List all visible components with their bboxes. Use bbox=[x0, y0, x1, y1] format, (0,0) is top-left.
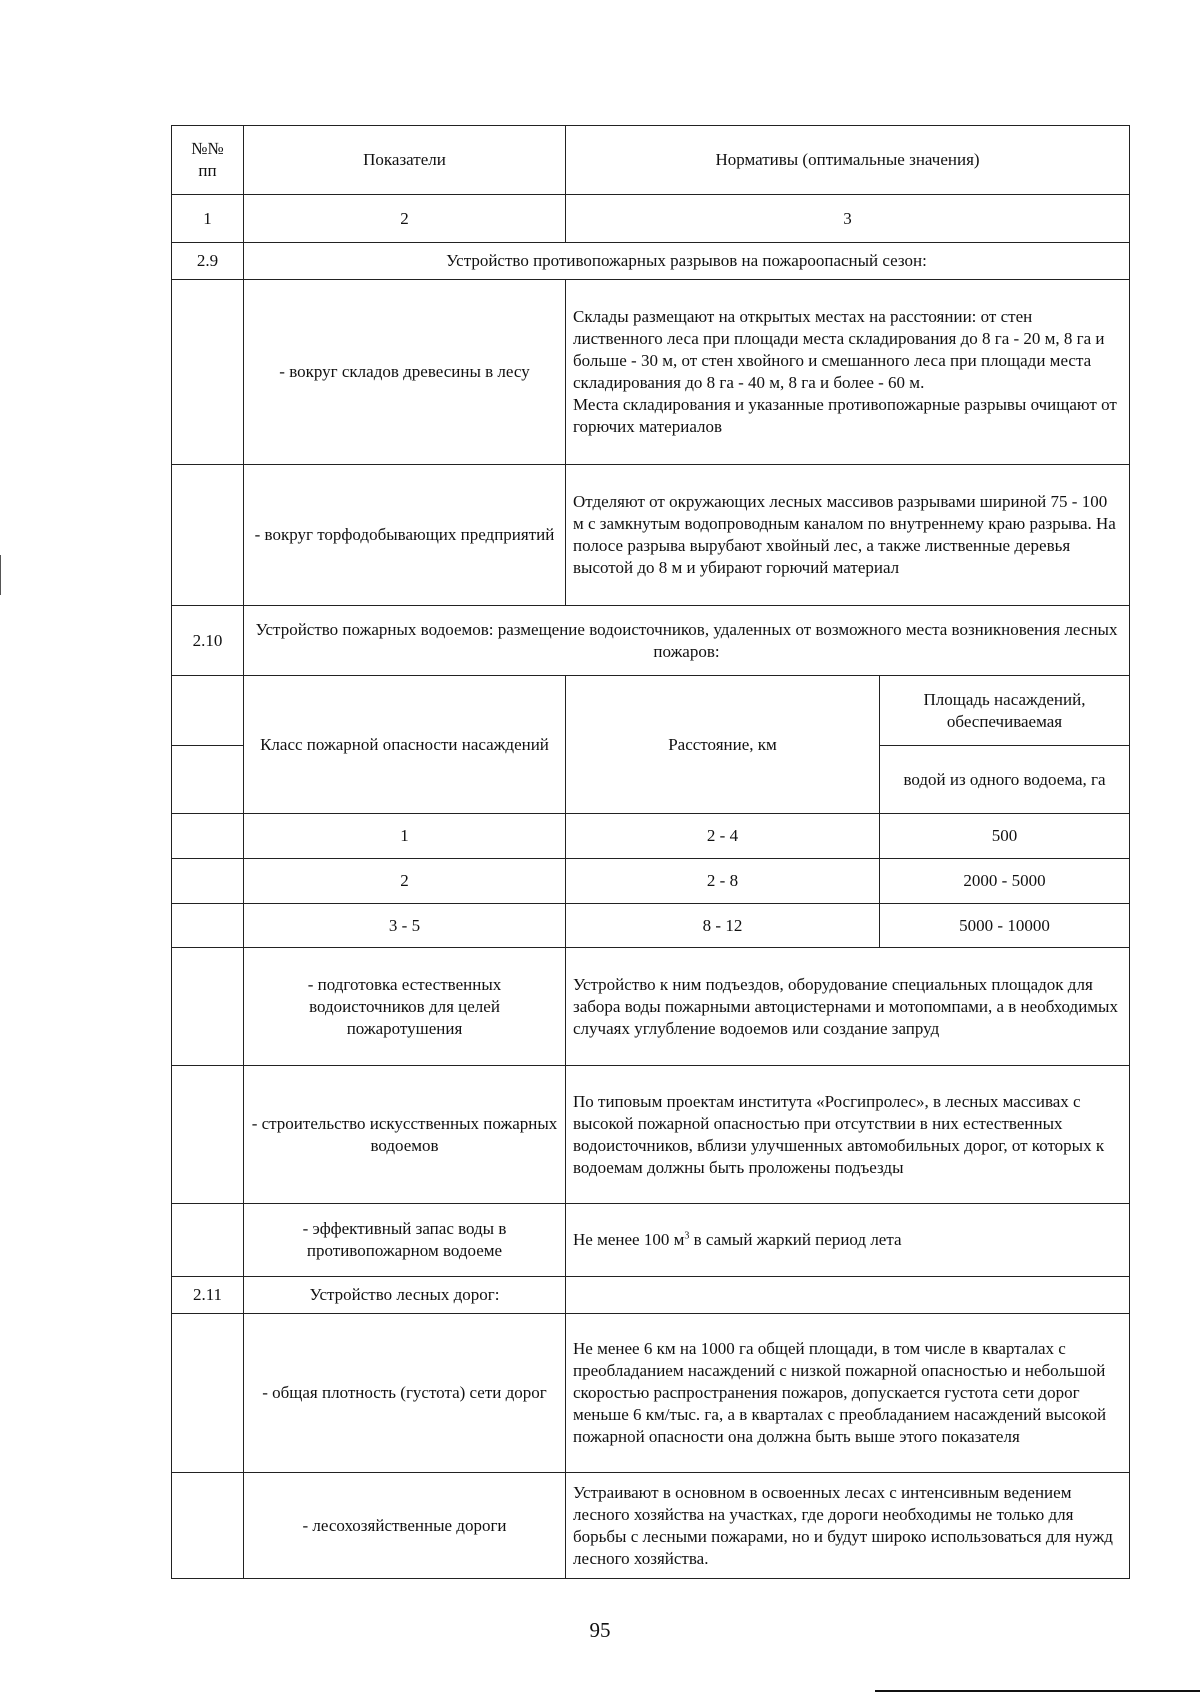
distance-value: 2 - 4 bbox=[566, 814, 880, 859]
header-indicators: Показатели bbox=[244, 126, 566, 195]
table-row bbox=[172, 904, 1130, 948]
indicator-label: - вокруг складов древесины в лесу bbox=[244, 280, 566, 465]
col-number: 1 bbox=[172, 195, 244, 243]
norm-text: Не менее 6 км на 1000 га общей площади, в том числе в кварталах с преобладанием насаждений с низкой пожарной опасностью и небольшой скоростью распространения пожаров, допускается густота сети дорог меньше 6 км/тыс. га, а в кварталах с преобладанием насаждений высокой пожарной опасности она должна быть выше этого показателя bbox=[566, 1314, 1130, 1473]
subheader-row bbox=[172, 676, 1130, 746]
subheader-area-top: Площадь насаждений, обеспечиваемая bbox=[880, 676, 1130, 746]
col-number: 2 bbox=[244, 195, 566, 243]
table-row bbox=[172, 948, 1130, 1066]
subheader-area-bottom: водой из одного водоема, га bbox=[880, 746, 1130, 814]
norm-text bbox=[566, 1204, 1130, 1277]
header-norms: Нормативы (оптимальные значения) bbox=[566, 126, 1130, 195]
indicator-label: - подготовка естественных водоисточников для целей пожаротушения bbox=[244, 948, 566, 1066]
empty-cell bbox=[172, 676, 244, 746]
norm-text: Отделяют от окружающих лесных массивов разрывами шириной 75 - 100 м с замкнутым водопроводным каналом по внутреннему краю разрыва. На полосе разрыва вырубают хвойный лес, а также лиственные деревья высотой до 8 м и убирают горючий материал bbox=[566, 465, 1130, 606]
section-row-2-10 bbox=[172, 606, 1130, 676]
empty-cell bbox=[172, 948, 244, 1066]
scan-edge-mark bbox=[0, 555, 6, 595]
section-title: Устройство пожарных водоемов: размещение водоисточников, удаленных от возможного места возникновения лесных пожаров: bbox=[244, 606, 1130, 676]
norm-text: По типовым проектам института «Росгипролес», в лесных массивах с высокой пожарной опасностью при отсутствии в них естественных водоисточников, вблизи улучшенных автомобильных дорог, от которых к водоемам должны быть проложены подъезды bbox=[566, 1066, 1130, 1204]
reserve-text-before: Не менее 100 м bbox=[573, 1230, 685, 1249]
norm-text: Склады размещают на открытых местах на расстоянии: от стен лиственного леса при площади места складирования до 8 га - 20 м, 8 га и больше - 30 м, от стен хвойного и смешанного леса при площади места складирования до 8 га - 40 м, 8 га и более - 60 м. Места складирования и указанные противопожарные разрывы очищают от горючих материалов bbox=[566, 280, 1130, 465]
section-title: Устройство противопожарных разрывов на пожароопасный сезон: bbox=[244, 243, 1130, 280]
area-value: 500 bbox=[880, 814, 1130, 859]
norm-text: Устройство к ним подъездов, оборудование специальных площадок для забора воды пожарными автоцистернами и мотопомпами, а в необходимых случаях углубление водоемов или создание запруд bbox=[566, 948, 1130, 1066]
indicator-label: - лесохозяйственные дороги bbox=[244, 1473, 566, 1579]
header-num: №№ пп bbox=[172, 126, 244, 195]
scan-edge-mark bbox=[875, 1690, 1200, 1692]
table-row bbox=[172, 859, 1130, 904]
class-value: 2 bbox=[244, 859, 566, 904]
table-row bbox=[172, 814, 1130, 859]
section-number: 2.9 bbox=[172, 243, 244, 280]
empty-cell bbox=[566, 1277, 1130, 1314]
section-row-2-11 bbox=[172, 1277, 1130, 1314]
header-row bbox=[172, 126, 1130, 195]
empty-cell bbox=[172, 859, 244, 904]
empty-cell bbox=[172, 1204, 244, 1277]
area-value: 2000 - 5000 bbox=[880, 859, 1130, 904]
table-row bbox=[172, 1204, 1130, 1277]
section-title: Устройство лесных дорог: bbox=[244, 1277, 566, 1314]
empty-cell bbox=[172, 904, 244, 948]
indicator-label: - строительство искусственных пожарных водоемов bbox=[244, 1066, 566, 1204]
table-row bbox=[172, 465, 1130, 606]
empty-cell bbox=[172, 1314, 244, 1473]
distance-value: 2 - 8 bbox=[566, 859, 880, 904]
empty-cell bbox=[172, 1473, 244, 1579]
section-row-2-9 bbox=[172, 243, 1130, 280]
column-numbers-row bbox=[172, 195, 1130, 243]
table-row bbox=[172, 1066, 1130, 1204]
empty-cell bbox=[172, 280, 244, 465]
class-value: 1 bbox=[244, 814, 566, 859]
area-value: 5000 - 10000 bbox=[880, 904, 1130, 948]
indicator-label: - вокруг торфодобывающих предприятий bbox=[244, 465, 566, 606]
section-number: 2.10 bbox=[172, 606, 244, 676]
norms-table bbox=[171, 125, 1130, 1579]
table-row bbox=[172, 280, 1130, 465]
indicator-label: - общая плотность (густота) сети дорог bbox=[244, 1314, 566, 1473]
class-value: 3 - 5 bbox=[244, 904, 566, 948]
distance-value: 8 - 12 bbox=[566, 904, 880, 948]
col-number: 3 bbox=[566, 195, 1130, 243]
norm-text: Устраивают в основном в освоенных лесах с интенсивным ведением лесного хозяйства на участках, где дороги необходимы не только для борьбы с лесными пожарами, но и будут широко использоваться для нужд лесного хозяйства. bbox=[566, 1473, 1130, 1579]
empty-cell bbox=[172, 1066, 244, 1204]
table-row bbox=[172, 1473, 1130, 1579]
empty-cell bbox=[172, 465, 244, 606]
empty-cell bbox=[172, 746, 244, 814]
reserve-superscript: 3 bbox=[684, 1230, 690, 1242]
subheader-distance: Расстояние, км bbox=[566, 676, 880, 814]
indicator-label: - эффективный запас воды в противопожарном водоеме bbox=[244, 1204, 566, 1277]
reserve-text-after: в самый жаркий период лета bbox=[689, 1230, 902, 1249]
subheader-class: Класс пожарной опасности насаждений bbox=[244, 676, 566, 814]
page-number: 95 bbox=[589, 1618, 611, 1642]
table-row bbox=[172, 1314, 1130, 1473]
section-number: 2.11 bbox=[172, 1277, 244, 1314]
empty-cell bbox=[172, 814, 244, 859]
